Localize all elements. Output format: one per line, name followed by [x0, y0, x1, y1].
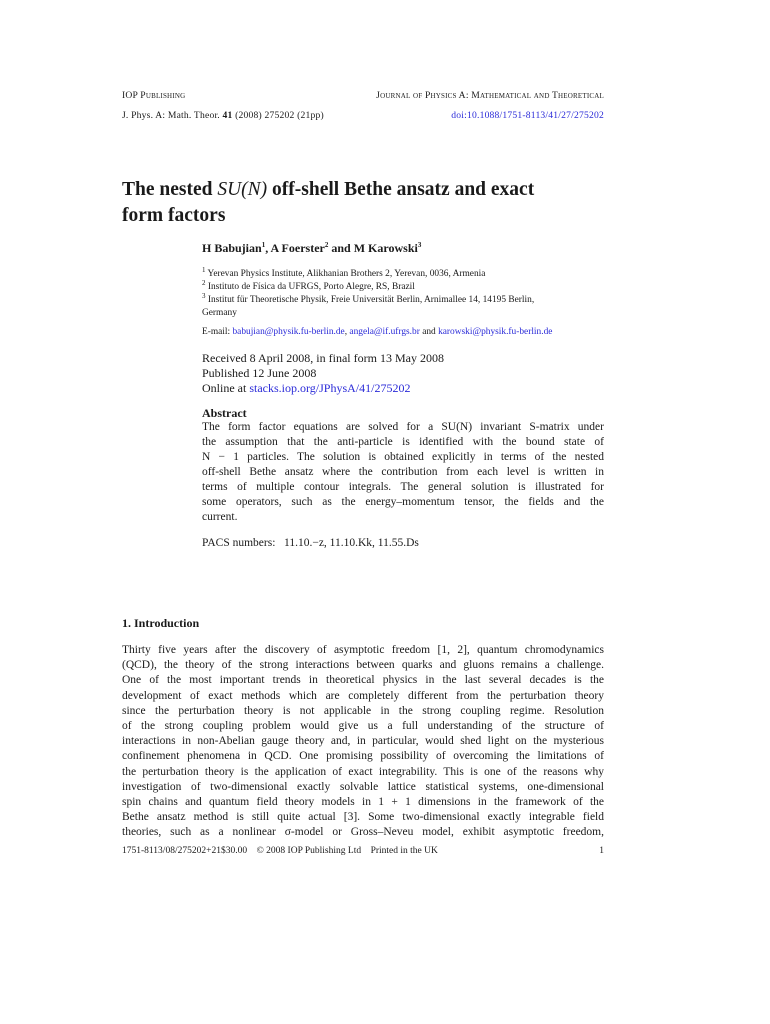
- abstract-body: [202, 420, 604, 525]
- title-part1: The nested: [122, 179, 218, 200]
- email-link-2[interactable]: angela@if.ufrgs.br: [349, 327, 420, 337]
- page-number: 1: [599, 846, 604, 856]
- body-line-1: Thirty five years after the discovery of asymptotic freedom [1, 2], quantum chromodynamics: [122, 644, 604, 656]
- body-line-13: theories, such as a nonlinear σ-model or Gross–Neveu model, exhibit asymptotic freedom,: [122, 826, 604, 839]
- footer-copyright: 1751-8113/08/275202+21$30.00 © 2008 IOP Publishing Ltd Printed in the UK: [122, 846, 438, 856]
- abstract-line-5: terms of multiple contour integrals. The general solution is illustrated for: [202, 481, 604, 493]
- body-line-8: confinement phenomena in QCD. One promising possibility of overcoming the limitations of: [122, 750, 604, 763]
- affiliation-2-num: 2: [202, 278, 206, 287]
- body-line-11: spin chains and quantum field theory models in 1 + 1 dimensions in the framework of the: [122, 796, 604, 809]
- abstract-line-1: The form factor equations are solved for a SU(N) invariant S-matrix under: [202, 421, 604, 433]
- abstract-heading: Abstract: [202, 406, 247, 420]
- abstract-line-2: the assumption that the anti-particle is identified with the bound state of: [202, 436, 604, 448]
- body-line-2: (QCD), the theory of the strong interactions between quarks and gluons remains a challenge.: [122, 659, 604, 672]
- authors: [202, 241, 421, 256]
- email-sep-1: ,: [344, 327, 350, 337]
- email-sep-2: and: [419, 327, 439, 337]
- affiliations: [202, 265, 612, 320]
- body-line-5: since the perturbation theory is not applicable in the strong coupling regime. Resolution: [122, 704, 604, 717]
- abstract-line-7: current.: [202, 511, 238, 523]
- citation-volume: 41: [222, 110, 233, 121]
- citation: [122, 110, 324, 121]
- body-line-10: investigation of two-dimensional exactly solvable lattice statistical systems, one-dimensional: [122, 780, 604, 793]
- author-3: M Karowski: [353, 241, 418, 255]
- affiliation-3: [202, 291, 612, 307]
- publisher-name: IOP Publishing: [122, 90, 186, 101]
- title-math: SU(N): [217, 179, 268, 200]
- author-1-sup: 1: [261, 241, 266, 249]
- pacs-numbers: PACS numbers: 11.10.−z, 11.10.Kk, 11.55.Ds: [202, 537, 419, 549]
- author-2-sup: 2: [324, 241, 329, 249]
- doi-link[interactable]: doi:10.1088/1751-8113/41/27/275202: [451, 110, 604, 121]
- paper-title: [122, 177, 642, 229]
- email-link-1[interactable]: babujian@physik.fu-berlin.de: [232, 327, 345, 337]
- citation-prefix: J. Phys. A: Math. Theor.: [122, 110, 220, 121]
- email-link-3[interactable]: karowski@physik.fu-berlin.de: [438, 327, 553, 337]
- affiliation-3-num: 3: [202, 291, 206, 300]
- author-sep-2: and: [328, 241, 354, 255]
- author-1: H Babujian: [202, 241, 262, 255]
- title-line2: form factors: [122, 205, 226, 226]
- affiliation-3-text: Institut für Theoretische Physik, Freie Universität Berlin, Arnimallee 14, 14195 Berlin,: [207, 295, 535, 305]
- author-sep-1: ,: [265, 241, 271, 255]
- affiliation-1: [202, 265, 612, 281]
- affiliation-1-text: Yerevan Physics Institute, Alikhanian Brothers 2, Yerevan, 0036, Armenia: [207, 269, 486, 279]
- dates: [202, 351, 444, 396]
- affiliation-3-cont: Germany: [202, 308, 237, 318]
- email-line: [202, 327, 552, 337]
- received-date: Received 8 April 2008, in final form 13 May 2008: [202, 351, 444, 365]
- title-part2: off-shell Bethe ansatz and exact: [267, 179, 535, 200]
- online-line: [202, 381, 444, 396]
- abstract-line-6: some operators, such as the energy–momentum tensor, the fields and the: [202, 496, 604, 508]
- citation-suffix: (2008) 275202 (21pp): [235, 110, 324, 121]
- author-3-sup: 3: [417, 241, 422, 249]
- body-line-3: One of the most important trends in theoretical physics in the last several decades is the: [122, 674, 604, 687]
- abstract-line-4: off-shell Bethe ansatz where the contribution from each level is written in: [202, 466, 604, 478]
- body-line-12: Bethe ansatz method is still quite actual [3]. Some two-dimensional exactly integrable field: [122, 811, 604, 824]
- body-line-6: of the strong coupling problem would give us a full understanding of the structure of: [122, 720, 604, 733]
- body-line-7: interactions in non-Abelian gauge theory and, in particular, would shed light on the mysterious: [122, 735, 604, 748]
- journal-name: Journal of Physics A: Mathematical and Theoretical: [376, 90, 604, 101]
- affiliation-2-text: Instituto de Física da UFRGS, Porto Alegre, RS, Brazil: [207, 282, 415, 292]
- abstract-line-3: N − 1 particles. The solution is obtained explicitly in terms of the nested: [202, 451, 604, 463]
- author-2: A Foerster: [270, 241, 325, 255]
- section-body: [122, 643, 604, 841]
- body-line-9: the perturbation theory is the application of exact integrability. This is one of the reasons why: [122, 765, 604, 778]
- affiliation-2: [202, 278, 612, 294]
- email-label: E-mail:: [202, 327, 233, 337]
- affiliation-1-num: 1: [202, 265, 206, 274]
- online-label: Online at: [202, 381, 250, 395]
- published-date: Published 12 June 2008: [202, 366, 317, 380]
- body-line-4: development of exact methods which are completely different from the perturbation theory: [122, 689, 604, 702]
- section-heading: 1. Introduction: [122, 616, 200, 630]
- online-url-link[interactable]: stacks.iop.org/JPhysA/41/275202: [249, 381, 411, 395]
